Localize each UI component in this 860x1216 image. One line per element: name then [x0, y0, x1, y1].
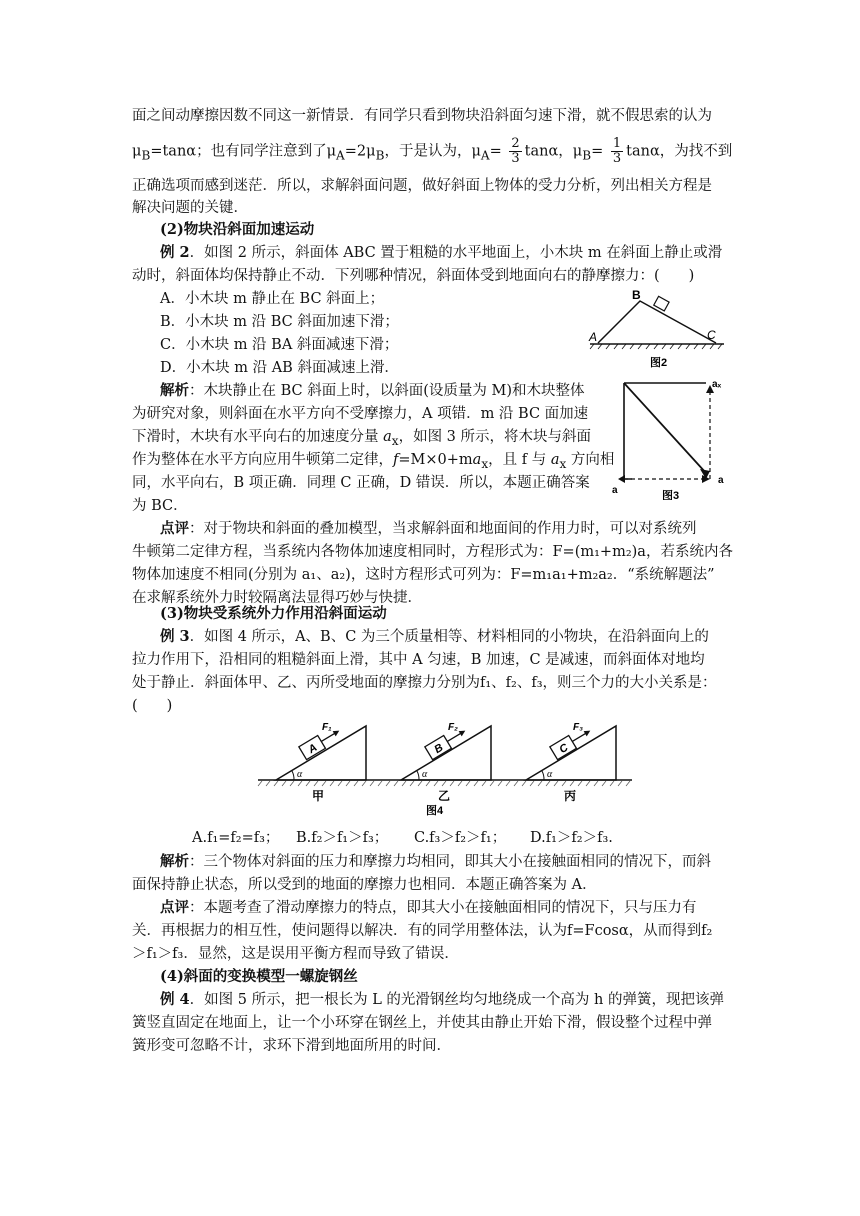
text: ，如图 3 所示，将木块与斜面: [398, 429, 592, 445]
text-line: ＞f₁＞f₃．显然，这是误用平衡方程而导致了错误．: [132, 946, 459, 962]
subscript: A: [480, 148, 490, 163]
incline-jia: [276, 722, 366, 803]
example-label: 例 2: [160, 244, 190, 261]
arrowhead-icon: [459, 728, 467, 736]
arrowhead-icon: [618, 475, 625, 483]
option-a: A．小木块 m 静止在 BC 斜面上；: [160, 291, 385, 307]
subscript: B: [141, 148, 151, 163]
text: ．如图 4 所示，A、B、C 为三个质量相等、材料相同的小物块，在沿斜面向上的: [189, 629, 709, 645]
options-row: [192, 828, 613, 848]
text: ．如图 5 所示，把一根长为 L 的光滑钢丝均匀地绕成一个高为 h 的弹簧，现把该弹: [189, 992, 724, 1008]
option-d: D.f₁＞f₂＞f₃.: [530, 830, 613, 846]
caption-fig3: 图3: [662, 490, 680, 500]
denominator: 3: [511, 151, 520, 166]
section-heading: (2)物块沿斜面加速运动: [160, 221, 315, 238]
text-line: 在求解系统外力时较隔离法显得巧妙与快捷．: [132, 590, 422, 606]
text-line: 拉力作用下，沿相同的粗糙斜面上滑，其中 A 匀速，B 加速，C 是减速，而斜面体对地均: [132, 652, 705, 668]
text: =M×0+m: [398, 452, 473, 468]
text: ：对于物块和斜面的叠加模型，当求解斜面和地面间的作用力时，可以对系统列: [189, 521, 697, 537]
label-jia: 甲: [312, 789, 325, 803]
text-line: 牛顿第二定律方程，当系统内各物体加速度相同时，方程形式为：F=(m₁+m₂)a，若系统内各: [132, 544, 733, 560]
analysis-line: [160, 381, 585, 401]
text-line: 簧形变可忽略不计，求环下滑到地面所用的时间．: [132, 1038, 451, 1054]
subscript: x: [559, 456, 567, 471]
text: =: [489, 143, 502, 160]
text-line: 为研究对象，则斜面在水平方向不受摩擦力，A 项错．m 沿 BC 面加速: [132, 406, 589, 422]
subscript: B: [375, 148, 385, 163]
label-ay: a: [612, 485, 618, 496]
label-ax: aₓ: [712, 379, 722, 390]
text-line-with-fractions: [132, 137, 732, 166]
text: ，于是认为，μ: [384, 143, 481, 160]
option-d: D．小木块 m 沿 AB 斜面减速上滑．: [160, 360, 399, 376]
analysis-label: 解析: [160, 382, 189, 399]
text: tanα，μ: [524, 143, 583, 160]
text: 作为整体在水平方向应用牛顿第二定律，: [132, 452, 393, 468]
text: ．如图 2 所示，斜面体 ABC 置于粗糙的水平地面上，小木块 m 在斜面上静止或滑: [189, 245, 723, 261]
label-yi: 乙: [438, 789, 451, 803]
denominator: 3: [612, 151, 622, 166]
label-a: A: [589, 330, 598, 344]
arrowhead-icon: [584, 728, 592, 736]
fraction: [611, 137, 623, 166]
example-line: [160, 990, 724, 1010]
comment-label: 点评: [160, 520, 189, 537]
text-line: ( ): [132, 698, 173, 714]
caption-fig2: 图2: [650, 357, 668, 369]
section-heading: (4)斜面的变换模型一螺旋钢丝: [160, 968, 358, 985]
caption-fig4: 图4: [426, 805, 444, 817]
figure-4: [256, 718, 636, 818]
text: =: [591, 143, 604, 160]
force-f2: F₂: [448, 722, 458, 733]
subscript: B: [582, 148, 592, 163]
example-label: 例 4: [160, 991, 190, 1008]
angle-alpha: α: [297, 769, 303, 780]
incline-yi: [401, 722, 491, 817]
label-c: C: [707, 328, 716, 342]
label-bing: 丙: [564, 789, 577, 803]
section-heading: (3)物块受系统外力作用沿斜面运动: [160, 605, 387, 622]
text-line: 物体加速度不相同(分别为 a₁、a₂)，这时方程形式可列为：F=m₁a₁+m₂a₂．“系统解题法”: [132, 567, 715, 583]
text-line: [132, 450, 614, 474]
text-line: 正确选项而感到迷茫．所以，求解斜面问题，做好斜面上物体的受力分析，列出相关方程是: [132, 178, 712, 194]
figure-2: [588, 288, 728, 372]
text-line: 动时，斜面体均保持静止不动．下列哪种情况，斜面体受到地面向右的静摩擦力：( ): [132, 268, 695, 284]
text: ：木块静止在 BC 斜面上时，以斜面(设质量为 M)和木块整体: [189, 383, 585, 399]
text-line: 簧竖直固定在地面上，让一个小环穿在钢丝上，并使其由静止开始下滑，假设整个过程中弹: [132, 1015, 712, 1031]
block-c: C: [557, 741, 571, 757]
var: a: [550, 452, 560, 468]
text-line: 处于静止．斜面体甲、乙、丙所受地面的摩擦力分别为f₁、f₂、f₃，则三个力的大小关系是：: [132, 675, 717, 691]
text: ：本题考查了滑动摩擦力的特点，即其大小在接触面相同的情况下，只与压力有: [189, 900, 697, 916]
numerator: 2: [511, 136, 520, 151]
text-line: [132, 427, 591, 451]
comment-line: [160, 519, 697, 539]
text: 下滑时，木块有水平向右的加速度分量: [132, 429, 384, 445]
comment-label: 点评: [160, 899, 189, 916]
analysis-label: 解析: [160, 853, 189, 870]
text-line: 为 BC．: [132, 498, 188, 514]
subscript: A: [336, 148, 345, 163]
figure-3: [610, 375, 730, 500]
text-line: 解决问题的关键．: [132, 200, 248, 216]
text: 方向相: [566, 452, 615, 468]
angle-alpha: α: [547, 769, 553, 780]
numerator: 1: [612, 136, 622, 151]
text: =2μ: [344, 143, 376, 160]
var: a: [472, 452, 482, 468]
force-f1: F₁: [322, 722, 332, 733]
option-c: C.f₃＞f₂＞f₁；: [414, 830, 507, 846]
option-b: B.f₂＞f₁＞f₃；: [296, 830, 389, 846]
subscript: x: [391, 433, 399, 448]
example-line: [160, 243, 722, 263]
text-line: 面保持静止状态，所以受到的地面的摩擦力也相同．本题正确答案为 A．: [132, 877, 597, 893]
text: μ: [132, 143, 142, 160]
block-b: B: [432, 741, 446, 757]
fraction: [509, 137, 521, 166]
var: f: [393, 452, 399, 468]
text-line: 面之间动摩擦因数不同这一新情景．有同学只看到物块沿斜面匀速下滑，就不假思索的认为: [132, 108, 712, 124]
text-line: 关．再根据力的相互性，使问题得以解决．有的同学用整体法，认为f=Fcosα，从而得到f₂: [132, 923, 713, 939]
text: tanα，为找不到: [626, 143, 733, 160]
label-a: a: [718, 475, 724, 486]
label-b: B: [632, 288, 641, 302]
option-c: C．小木块 m 沿 BA 斜面减速下滑；: [160, 337, 399, 353]
block-a: A: [306, 741, 320, 757]
subscript: x: [481, 456, 489, 471]
var: a: [383, 429, 392, 445]
force-f3: F₃: [573, 722, 583, 733]
text: ：三个物体对斜面的压力和摩擦力均相同，即其大小在接触面相同的情况下，而斜: [189, 854, 711, 870]
text: =tanα；也有同学注意到了μ: [150, 143, 337, 160]
incline-bing: [526, 722, 616, 803]
text: ，且 f 与: [488, 452, 551, 468]
comment-line: [160, 898, 697, 918]
example-label: 例 3: [160, 628, 190, 645]
option-a: A.f₁=f₂=f₃；: [192, 830, 280, 846]
arrowhead-icon: [333, 728, 341, 736]
angle-alpha: α: [422, 769, 428, 780]
option-b: B．小木块 m 沿 BC 斜面加速下滑；: [160, 314, 399, 330]
analysis-line: [160, 852, 711, 872]
text-line: 同，水平向右，B 项正确．同理 C 正确，D 错误．所以，本题正确答案: [132, 475, 590, 491]
example-line: [160, 627, 709, 647]
